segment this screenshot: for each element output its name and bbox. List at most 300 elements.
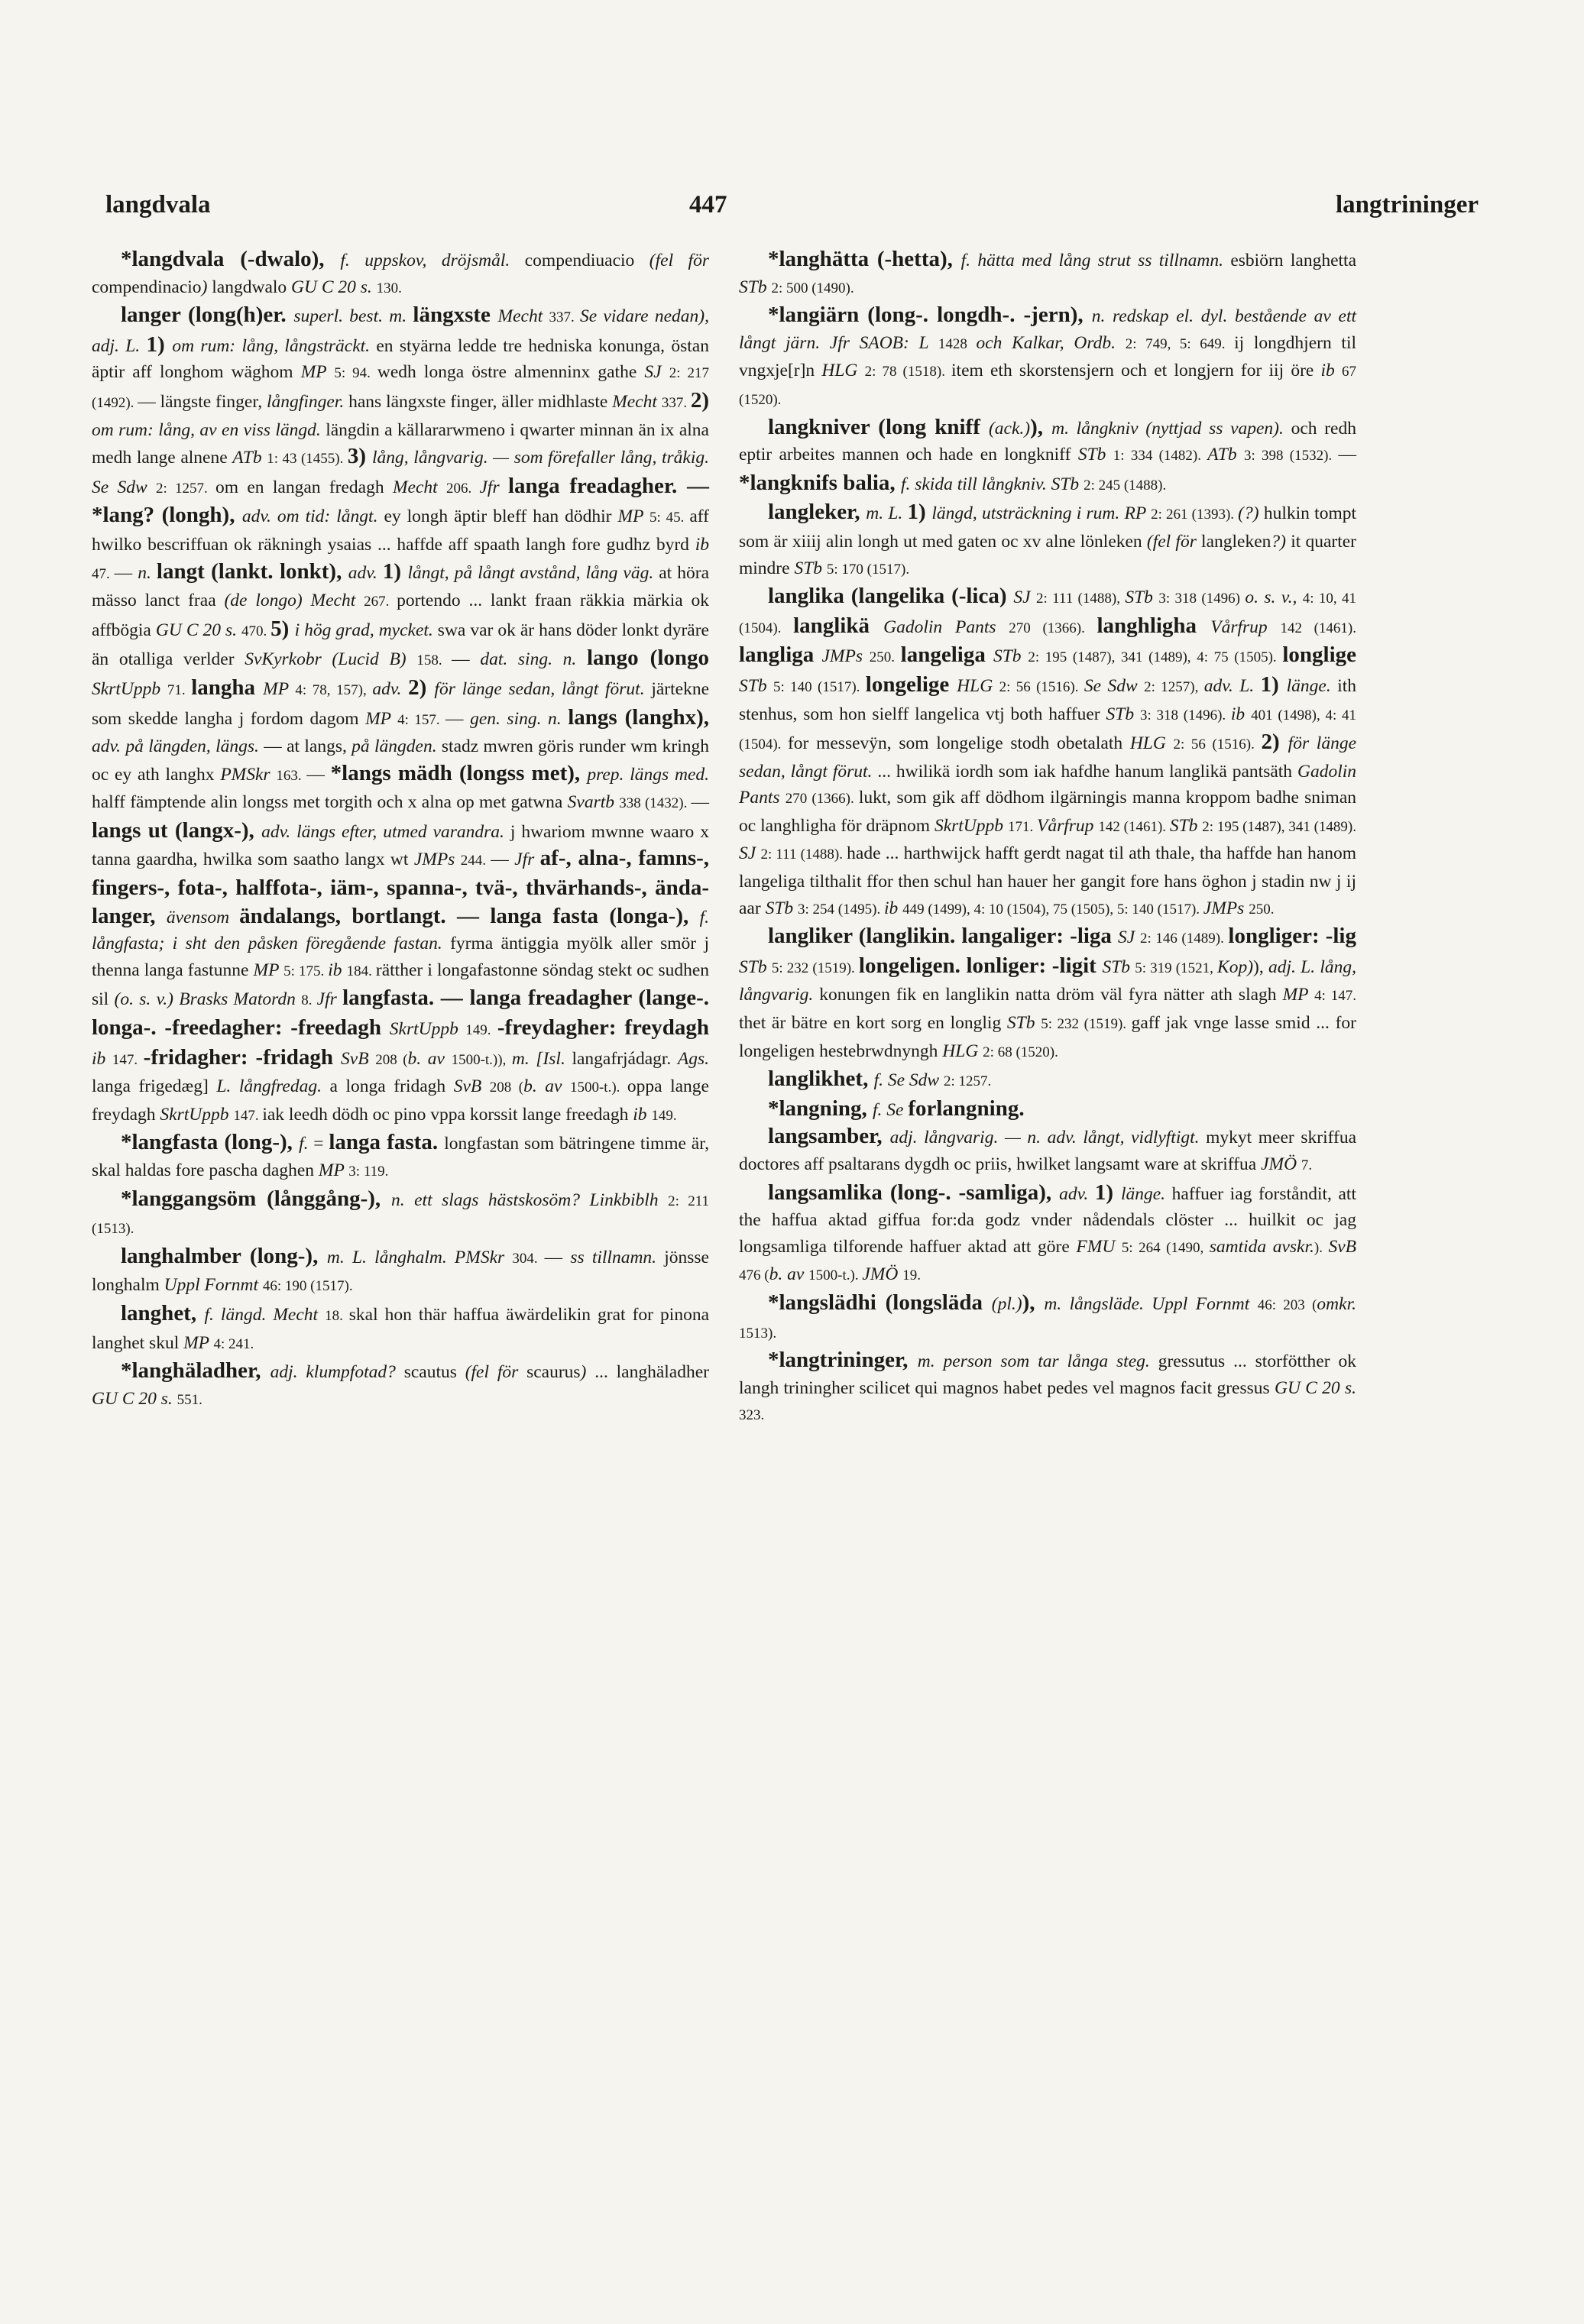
italic-text: ib	[1320, 361, 1343, 381]
headword: 1)	[1260, 672, 1287, 697]
dictionary-entry	[92, 1243, 709, 1300]
citation-number: 337.	[549, 309, 580, 326]
body-text: iak leedh dödh oc pino vppa korssit lange freedagh	[262, 1104, 633, 1125]
headword: langliker (langlikin. langaliger: -liga	[768, 924, 1119, 949]
headword: langleker,	[768, 500, 867, 525]
citation-number: 250.	[1249, 901, 1275, 918]
italic-text: länge.	[1120, 1183, 1172, 1204]
headword: *langgangsöm (långgång-),	[121, 1186, 392, 1211]
body-text: gressutus ... storfötther ok langh triningher scilicet qui magnos habet pedes vel magnos facit gressus	[739, 1351, 1356, 1398]
header-first-headword: langdvala	[105, 191, 211, 218]
italic-text: STb	[1125, 587, 1159, 608]
italic-text: adj. långvarig. — n. adv. långt, vidlyftigt.	[889, 1128, 1207, 1148]
citation-number: 470.	[241, 623, 271, 639]
italic-text: Jfr	[479, 477, 508, 497]
body-text: —	[691, 792, 710, 813]
headword: langhalmber (long-),	[121, 1243, 327, 1268]
citation-number: 449 (1499), 4: 10 (1504), 75 (1505), 5: 140 (1517).	[902, 901, 1203, 918]
body-text: lukt, som gik aff dödhom ilgärningis manna kroppom badhe sniman oc langhligha för dräpnom	[739, 788, 1357, 836]
italic-text: f. Se	[873, 1099, 909, 1120]
dictionary-entry	[92, 302, 709, 1129]
dictionary-entry	[739, 923, 1356, 1066]
italic-text: ib	[328, 960, 347, 980]
italic-text: ib	[883, 898, 903, 918]
citation-number: 338 (1432).	[619, 795, 692, 812]
dictionary-entry	[739, 583, 1356, 923]
italic-text: GU C 20 s.	[291, 277, 377, 297]
italic-text: m. [Isl.	[511, 1048, 572, 1069]
italic-text: f.	[299, 1134, 314, 1154]
citation-number: 2: 111 (1488),	[1036, 591, 1126, 607]
citation-number: 47.	[92, 565, 115, 582]
italic-text: b. av	[407, 1048, 452, 1069]
italic-text: STb	[739, 956, 772, 977]
italic-text: SvKyrkobr (Lucid B)	[245, 649, 417, 670]
headword: longeligen. lonliger: -ligit	[858, 953, 1103, 978]
italic-text: )	[580, 1362, 595, 1383]
body-text: en styärna ledde tre hedniska konunga, östan äptir aff longhom wäghom	[92, 335, 709, 383]
headword: longliger: -lig	[1228, 924, 1356, 949]
italic-text: (?)	[1238, 503, 1264, 524]
italic-text: STb	[739, 277, 772, 297]
body-text: aff hwilko bescriffuan ok räkningh ysaias ... haffde aff spaath langh fore gudhz byrd	[92, 507, 709, 555]
italic-text: Kop)	[1217, 956, 1254, 977]
italic-text: Uppl Fornmt	[164, 1275, 263, 1296]
italic-text: MP	[617, 507, 650, 527]
body-text: at höra mässo lanct fraa	[92, 562, 710, 611]
citation-number: 147.	[112, 1051, 144, 1068]
italic-text: GU C 20 s.	[1274, 1377, 1356, 1398]
headword: *langfasta (long-),	[121, 1130, 300, 1155]
body-text: hade ... harthwijck hafft gerdt nagat til ath thale, tha haffde han hanom langeliga tilthalit ffor then schul han hauer her gangit fore hans öghon j stadin nw j ij aar	[739, 843, 1356, 918]
italic-text: m. långsläde. Uppl Fornmt	[1044, 1293, 1258, 1314]
body-text: hans längxste finger, äller midhlaste	[348, 391, 613, 412]
headword: *langning,	[768, 1096, 873, 1121]
body-text: om en langan fredagh	[215, 477, 393, 497]
italic-text: b. av	[769, 1264, 809, 1285]
body-text: ... hwilikä iordh som iak hafdhe hanum langlikä pantsäth	[877, 761, 1297, 782]
citation-number: 2: 111 (1488).	[760, 846, 847, 863]
italic-text: m. person som tar långa steg.	[917, 1351, 1158, 1372]
italic-text: Svartb	[567, 792, 620, 813]
italic-text: ATb	[232, 448, 267, 468]
italic-text: JMPs	[821, 646, 870, 667]
citation-number: 3: 398 (1532).	[1243, 448, 1339, 464]
italic-text: f. uppskov, dröjsmål.	[340, 251, 525, 270]
citation-number: 1428	[938, 335, 977, 352]
header-last-headword: langtrininger	[1336, 191, 1479, 218]
italic-text: FMU	[1076, 1236, 1122, 1257]
italic-text: b. av	[523, 1076, 570, 1097]
body-text: skal hon thär haffua äwärdelikin grat for pinona langhet skul	[92, 1304, 709, 1353]
citation-number: 142 (1461).	[1098, 818, 1170, 835]
body-text: ith stenhus, som hon sielff langelica vtj both haffuer	[739, 675, 1357, 724]
body-text: for messevÿn, som longelige stodh obetalath	[787, 733, 1130, 754]
italic-text: (fel för	[649, 251, 709, 270]
body-text: —	[491, 850, 515, 870]
citation-number: 5: 45.	[649, 510, 690, 526]
body-text: —	[1338, 445, 1356, 465]
italic-text: Vårfrup	[1210, 617, 1281, 637]
body-text: längdin a källararwmeno i qwarter minnan än ix alna medh lange alnene	[92, 419, 709, 468]
body-text: och redh eptir arbeites mannen och hade en longkniff	[739, 418, 1356, 465]
left-column	[92, 246, 709, 1413]
italic-text: Jfr	[514, 850, 540, 870]
citation-number: 8.	[301, 992, 317, 1009]
italic-text: f. längd. Mecht	[204, 1304, 326, 1325]
headword: 1)	[1094, 1180, 1121, 1205]
dictionary-entry	[92, 1358, 709, 1413]
italic-text: (fel för	[465, 1362, 527, 1383]
italic-text: L. långfredag.	[216, 1076, 330, 1097]
italic-text: GU C 20 s.	[92, 1388, 177, 1409]
body-text: ... langhäladher	[594, 1362, 709, 1383]
citation-number: 244.	[460, 853, 491, 869]
citation-number: 1500-t.)),	[451, 1051, 512, 1068]
italic-text: på längden.	[351, 736, 442, 757]
italic-text: SkrtUppb	[92, 678, 167, 699]
citation-number: 4: 147.	[1314, 988, 1357, 1005]
citation-number: 5: 264 (1490,	[1121, 1239, 1210, 1256]
headword: langsamber,	[768, 1124, 890, 1149]
body-text: konungen fik en langlikin natta dröm väl fyra nätter ath slagh	[819, 985, 1283, 1005]
italic-text: ävensom	[166, 907, 240, 927]
citation-number: 401 (1498), 4: 41 (1504).	[739, 707, 1357, 753]
body-text: portendo ... lankt fraan räkkia märkia ok affbögia	[92, 591, 710, 640]
headword: langkniver (long kniff	[768, 414, 989, 439]
citation-number: 2: 1257),	[1144, 678, 1204, 695]
dictionary-entry	[92, 1300, 709, 1358]
headword: *langtrininger,	[768, 1348, 918, 1373]
italic-text: dat. sing. n.	[480, 649, 587, 670]
citation-number: 2: 261 (1393).	[1151, 507, 1239, 523]
citation-number: 270 (1366).	[1009, 620, 1097, 636]
italic-text: f. skida till långkniv. STb	[900, 474, 1084, 494]
citation-number: 149.	[651, 1107, 677, 1124]
headword: *langslädhi (longsläda	[768, 1290, 992, 1315]
italic-text: MP	[300, 362, 335, 383]
headword: af-, alna-, famns-, fingers-, fota-, halffota-, iäm-, spanna-, tvä-, thvärhands-, ända-langer,	[92, 846, 710, 928]
body-text: mykyt meer skriffua doctores aff psaltarans dygdh oc priis, hwilket langsamt ware at skriffua	[739, 1128, 1357, 1174]
italic-text: om rum: lång, långsträckt.	[172, 335, 377, 356]
citation-number: 2: 195 (1487), 341 (1489), 4: 75 (1505).	[1028, 649, 1283, 666]
italic-text: adv.	[1059, 1183, 1095, 1204]
citation-number: 4: 10, 41 (1504).	[739, 591, 1357, 636]
italic-text: m. L. långhalm. PMSkr	[326, 1247, 513, 1267]
italic-text: (pl.)	[991, 1293, 1022, 1314]
citation-number: 1: 334 (1482).	[1113, 448, 1208, 464]
italic-text: om rum: lång, av en viss längd.	[92, 419, 326, 440]
italic-text: JMÖ	[862, 1264, 903, 1285]
citation-number: 163.	[276, 767, 307, 784]
headword: langlika (langelika (-lica)	[768, 584, 1014, 609]
body-text: ),	[1253, 956, 1268, 977]
italic-text: långt, på långt avstånd, lång väg.	[407, 562, 659, 583]
citation-number: 46: 203 (	[1257, 1296, 1317, 1313]
headword: 3)	[347, 444, 373, 469]
citation-number: 19.	[902, 1267, 921, 1284]
italic-text: SJ	[1013, 587, 1037, 608]
body-text: compendinacio	[92, 277, 202, 297]
body-text: halff fämptende alin longss met torgith och x alna op met gatwna	[92, 792, 568, 813]
citation-number: 250.	[869, 649, 901, 666]
italic-text: i hög grad, mycket.	[294, 620, 438, 640]
italic-text: SkrtUppb	[389, 1019, 466, 1040]
body-text: a longa fridagh	[329, 1076, 454, 1097]
italic-text: adj. klumpfotad?	[270, 1362, 404, 1383]
citation-number: 3: 119.	[348, 1164, 389, 1180]
body-text: item eth skorstensjern och et longjern for iij öre	[951, 361, 1321, 381]
citation-number: ).	[1314, 1239, 1329, 1256]
citation-number: 184.	[346, 963, 376, 979]
dictionary-entry	[739, 246, 1356, 302]
italic-text: GU C 20 s.	[155, 620, 241, 640]
italic-text: långfinger.	[267, 391, 349, 412]
body-text: oppa lange freydagh	[92, 1076, 709, 1125]
italic-text: n. redskap el. dyl. bestående av ett långt järn. Jfr SAOB: L	[739, 306, 1357, 353]
citation-number: 551.	[177, 1391, 202, 1408]
italic-text: JMPs	[413, 850, 461, 870]
italic-text: Mecht	[392, 477, 447, 497]
italic-text: prep. längs med.	[587, 764, 710, 785]
italic-text: STb	[993, 646, 1028, 667]
body-text: ij longdhjern til vngxje[r]n	[739, 332, 1356, 381]
italic-text: adv. längs efter, utmed varandra.	[261, 821, 510, 842]
italic-text: STb	[739, 675, 774, 696]
citation-number: 208 (	[489, 1079, 524, 1096]
italic-text: MP	[365, 708, 398, 729]
italic-text: ib	[633, 1104, 652, 1125]
citation-number: 46: 190 (1517).	[262, 1278, 353, 1295]
citation-number: 323.	[739, 1407, 765, 1424]
italic-text: JMPs	[1203, 898, 1249, 918]
body-text: wedh longa östre almenninx gathe	[377, 362, 645, 383]
body-text: haffuer iag forståndit, att the haffua aktad giffua for:da godz vnder nådendals clöster ... huilkit oc jag longsamliga tilforende haffuer aktad att göre	[739, 1183, 1356, 1257]
body-text: järtekne som skedde langha j fordom dagom	[92, 678, 710, 729]
italic-text: STb	[1102, 956, 1135, 977]
headword: *langs mädh (longss met),	[330, 760, 588, 785]
citation-number: 142 (1461).	[1280, 620, 1356, 636]
italic-text: adv. om tid: långt.	[241, 507, 384, 527]
citation-number: 1: 43 (1455).	[267, 451, 348, 468]
italic-text: adv. L.	[1203, 675, 1261, 696]
body-text: — at langs,	[264, 736, 352, 757]
dictionary-entry	[92, 1186, 709, 1243]
italic-text: STb	[1006, 1013, 1041, 1034]
italic-text: HLG	[821, 361, 865, 381]
body-text: —	[452, 649, 481, 670]
italic-text: STb	[794, 558, 827, 578]
italic-text: samtida avskr.	[1209, 1236, 1314, 1257]
body-text: jönsse longhalm	[92, 1247, 709, 1296]
italic-text: SJ	[644, 362, 669, 383]
italic-text: adj. L. lång, långvarig.	[739, 956, 1357, 1005]
dictionary-entry	[739, 302, 1356, 413]
italic-text: ib	[1230, 704, 1252, 724]
italic-text: SvB	[341, 1048, 376, 1069]
body-text: longfastan som bätringene timme är, skal haldas fore pascha daghen	[92, 1134, 709, 1180]
citation-number: 7.	[1301, 1157, 1313, 1173]
headword: longelige	[865, 672, 957, 697]
citation-number: 206.	[446, 480, 480, 497]
italic-text: f. hätta med lång strut ss tillnamn.	[960, 251, 1231, 270]
headword: langlikhet,	[768, 1067, 874, 1092]
body-text: scautus	[403, 1362, 465, 1383]
italic-text: Mecht	[612, 391, 662, 412]
headword: langs (langhx),	[568, 704, 709, 730]
italic-text: SvB	[453, 1076, 490, 1097]
body-text: swa var ok är hans döder lonkt dyräre än otalliga verlder	[92, 620, 709, 670]
citation-number: 158.	[416, 652, 452, 669]
citation-number: 5: 232 (1519).	[771, 960, 859, 976]
body-text: hulkin tompt som är xiiij alin longh ut med gaten oc xv alne lönleken	[739, 503, 1356, 552]
citation-number: 267.	[364, 594, 397, 610]
citation-number: 5: 319 (1521,	[1135, 960, 1218, 976]
page-number: 447	[689, 191, 727, 218]
headword: lango (longo	[586, 646, 710, 671]
italic-text: m. L.	[866, 503, 908, 524]
italic-text: HLG	[957, 675, 999, 696]
italic-text: f. långfasta; i sht den påsken föregående fastan.	[92, 907, 709, 954]
citation-number: 1513).	[739, 1325, 777, 1342]
italic-text: Ags.	[677, 1048, 710, 1069]
headword: 2)	[1261, 730, 1288, 755]
headword: *langdvala (-dwalo),	[121, 247, 341, 271]
citation-number: 5: 94.	[334, 365, 377, 382]
citation-number: 270 (1366).	[785, 791, 859, 808]
citation-number: 2: 500 (1490).	[771, 280, 854, 296]
italic-text: JMÖ	[1261, 1154, 1301, 1174]
body-text: esbiörn langhetta	[1230, 251, 1357, 270]
headword: ),	[1022, 1290, 1045, 1315]
headword: langha	[191, 675, 264, 700]
headword: *langhätta (-hetta),	[768, 247, 961, 271]
italic-text: adv. på längden, längs.	[92, 736, 264, 757]
body-text: langafrjádagr.	[572, 1048, 678, 1069]
headword: langlikä	[793, 613, 884, 638]
italic-text: ib	[92, 1048, 112, 1069]
citation-number: 2: 78 (1518).	[864, 364, 952, 380]
citation-number: 476 (	[739, 1267, 769, 1284]
headword: langa fasta.	[329, 1130, 445, 1155]
citation-number: 5: 175.	[283, 963, 329, 979]
body-text: thet är bätre en kort sorg en longlig	[739, 1013, 1007, 1034]
body-text: =	[313, 1134, 329, 1154]
italic-text: (o. s. v.) Brasks Matordn	[114, 989, 302, 1010]
italic-text: länge.	[1286, 675, 1338, 696]
dictionary-entry	[739, 1123, 1356, 1179]
italic-text: SkrtUppb	[934, 815, 1008, 836]
citation-number: 2: 245 (1488).	[1084, 477, 1167, 494]
body-text: it quarter mindre	[739, 531, 1356, 578]
dictionary-entry	[739, 1180, 1356, 1290]
italic-text: Gadolin Pants	[883, 617, 1009, 637]
running-header	[0, 191, 1584, 229]
body-text: gaff jak vnge lasse smid ... for longeligen hestebrwdnyngh	[739, 1013, 1356, 1061]
headword: langt (lankt. lonkt),	[156, 558, 348, 584]
citation-number: 71.	[167, 681, 192, 698]
dictionary-entry	[92, 1129, 709, 1185]
italic-text: SJ	[739, 843, 761, 864]
body-text: stadz mwren göris runder wm kringh oc ey ath langhx	[92, 736, 709, 785]
citation-number: 5: 140 (1517).	[773, 678, 866, 695]
citation-number: 2: 1257.	[943, 1073, 992, 1090]
italic-text: och Kalkar, Ordb.	[976, 332, 1126, 353]
headword: 1)	[146, 332, 173, 357]
citation-number: 2: 211 (1513).	[92, 1193, 710, 1238]
citation-number: 130.	[376, 280, 402, 296]
italic-text: omkr.	[1317, 1293, 1356, 1314]
italic-text: n. ett slags hästskosöm? Linkbiblh	[391, 1190, 669, 1210]
headword: langs ut (langx-),	[92, 817, 262, 843]
body-text: j hwariom mwnne waaro x tanna gaardha, hwilka som saatho langx wt	[92, 821, 709, 870]
body-text: langdwalo	[212, 277, 292, 297]
italic-text: längd, utsträckning i rum. RP	[931, 503, 1152, 524]
right-column	[739, 246, 1356, 1429]
headword: langliga	[739, 642, 822, 668]
italic-text: PMSkr	[220, 764, 277, 785]
body-text: —	[114, 562, 138, 583]
italic-text: MP	[253, 960, 284, 980]
italic-text: SvB	[1328, 1236, 1357, 1257]
citation-number: 304.	[512, 1250, 545, 1267]
headword: langfasta. — langa freadagher (lange-. longa-. -freedagher: -freedagh	[92, 986, 709, 1041]
italic-text: SkrtUppb	[160, 1104, 234, 1125]
italic-text: SJ	[1118, 927, 1140, 948]
headword: langa freadagher. — *lang? (longh),	[92, 473, 710, 528]
italic-text: ss tillnamn.	[570, 1247, 665, 1267]
italic-text: ?)	[1271, 531, 1291, 552]
citation-number: 2: 217 (1492).	[92, 365, 709, 411]
citation-number: 3: 318 (1496)	[1158, 591, 1245, 607]
citation-number: 171.	[1007, 818, 1037, 835]
italic-text: superl. best. m.	[293, 306, 413, 327]
headword: *langhäladher,	[121, 1358, 270, 1384]
headword: langer (long(h)er.	[121, 303, 294, 328]
headword: langhet,	[121, 1300, 205, 1325]
citation-number: 4: 157.	[397, 711, 446, 728]
headword: *langknifs balia,	[739, 470, 901, 495]
citation-number: 67 (1520).	[739, 364, 1357, 408]
citation-number: 4: 241.	[213, 1335, 254, 1352]
italic-text: MP	[318, 1160, 349, 1180]
italic-text: STb	[765, 898, 798, 918]
italic-text: STb	[1106, 704, 1140, 724]
italic-text: HLG	[942, 1041, 983, 1061]
dictionary-entry	[739, 414, 1356, 500]
citation-number: 3: 318 (1496).	[1139, 707, 1231, 723]
italic-text: Vårfrup	[1036, 815, 1099, 836]
citation-number: 18.	[325, 1307, 349, 1324]
italic-text: HLG	[1129, 733, 1174, 754]
headword: -freydagher: freydagh	[497, 1015, 710, 1041]
body-text: rätther i longafastonne söndag stekt oc sudhen sil	[92, 960, 710, 1010]
citation-number: 2: 68 (1520).	[983, 1044, 1058, 1060]
italic-text: för länge sedan, långt förut.	[434, 678, 652, 699]
dictionary-entry	[739, 499, 1356, 583]
dictionary-entry	[739, 1096, 1356, 1124]
citation-number: 5: 170 (1517).	[826, 561, 910, 578]
citation-number: 149.	[465, 1022, 497, 1039]
citation-number: 2: 146 (1489).	[1139, 931, 1229, 947]
body-text: scaurus	[526, 1362, 581, 1383]
italic-text: gen. sing. n.	[470, 708, 568, 729]
headword: ändalangs, bortlangt. — langa fasta (longa-),	[239, 903, 700, 928]
citation-number: 1500-t.).	[808, 1267, 863, 1284]
italic-text: STb	[1169, 815, 1203, 836]
italic-text: ib	[695, 534, 709, 555]
body-text: ey longh äptir bleff han dödhir	[384, 507, 618, 527]
